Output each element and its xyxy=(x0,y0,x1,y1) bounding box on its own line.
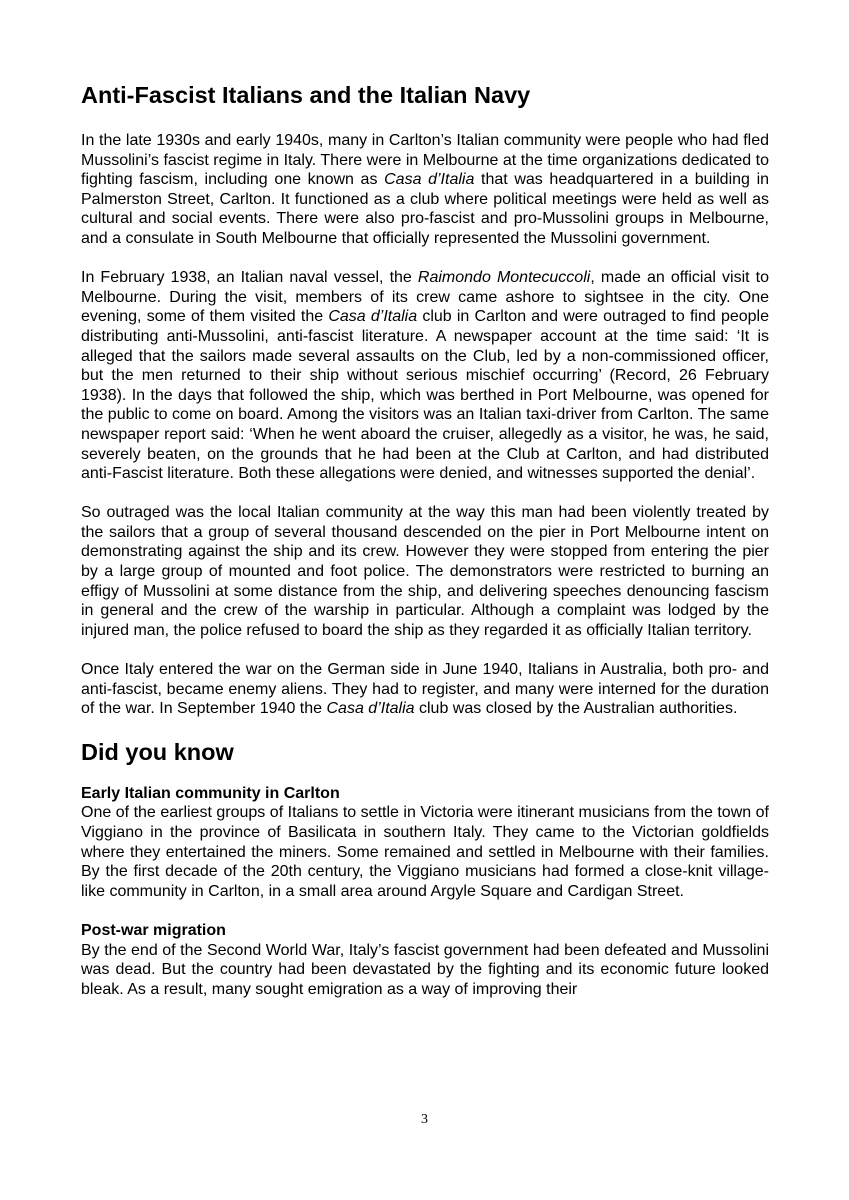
italic-title: Raimondo Montecuccoli xyxy=(417,269,591,287)
paragraph-5 xyxy=(81,803,769,901)
text-run: In February 1938, an Italian naval vessel, the xyxy=(81,269,418,287)
italic-title: Casa d’Italia xyxy=(326,700,415,718)
paragraph-2 xyxy=(81,268,769,484)
paragraph-6 xyxy=(81,941,769,1000)
paragraph-4 xyxy=(81,660,769,719)
section-heading-did-you-know: Did you know xyxy=(81,738,234,765)
text-run: By the end of the Second World War, Italy’s fascist government had been defeated and Mussolini was dead. But the country had been devastated by the fighting and its economic future looked bleak. As a result, many sought emigration as a way of improving their xyxy=(81,941,769,998)
text-run: , made an official visit to Melbourne. During the visit, members of its crew came ashore to sightsee in the city. One evening, some of them visited the xyxy=(81,269,770,326)
page-number: 3 xyxy=(421,1112,428,1127)
subheading-post-war: Post-war migration xyxy=(81,921,226,939)
italic-title: Casa d’Italia xyxy=(328,308,418,326)
text-run: club in Carlton and were outraged to find people distributing anti-Mussolini, anti-fascist literature. A newspaper account at the time said: ‘It is alleged that the sailors made several assaults on the Club, led by a non-commissioned officer, but the men returned to their ship without serious mischief occurring’ (Record, 26 February 1938). In the days that followed the ship, which was berthed in Port Melbourne, was opened for the public to come on board. Among the visitors was an Italian taxi-driver from Carlton. The same newspaper report said: ‘When he went aboard the cruiser, allegedly as a visitor, he was, he said, severely beaten, on the grounds that he had been at the Club at Carlton, and had distributed anti-Fascist literature. Both these allegations were denied, and witnesses supported the denial’. xyxy=(81,308,770,483)
text-run: that was headquartered in a building in Palmerston Street, Carlton. It functioned as a club where political meetings were held as well as cultural and social events. There were also pro-fascist and pro-Mussolini groups in Melbourne, and a consulate in South Melbourne that officially represented the Mussolini government. xyxy=(81,171,770,247)
text-run: In the late 1930s and early 1940s, many in Carlton’s Italian community were people who had fled Mussolini’s fascist regime in Italy. There were in Melbourne at the time organizations dedicated to fighting fascism, including one known as xyxy=(81,132,769,189)
text-run: One of the earliest groups of Italians to settle in Victoria were itinerant musicians from the town of Viggiano in the province of Basilicata in southern Italy. They came to the Victorian goldfields where they entertained the miners. Some remained and settled in Melbourne with their families. By the first decade of the 20th century, the Viggiano musicians had formed a close-knit village-like community in Carlton, in a small area around Argyle Square and Cardigan Street. xyxy=(81,804,769,900)
paragraph-3 xyxy=(81,503,769,640)
italic-title: Casa d’Italia xyxy=(384,171,475,189)
paragraph-1 xyxy=(81,131,769,249)
text-run: Once Italy entered the war on the German side in June 1940, Italians in Australia, both pro- and anti-fascist, became enemy aliens. They had to register, and many were interned for the duration of the war. In September 1940 the xyxy=(81,661,769,718)
subheading-early-community: Early Italian community in Carlton xyxy=(81,784,340,802)
section-heading-anti-fascist: Anti-Fascist Italians and the Italian Navy xyxy=(81,82,531,108)
text-run: club was closed by the Australian authorities. xyxy=(414,700,738,718)
text-run: So outraged was the local Italian community at the way this man had been violently treated by the sailors that a group of several thousand descended on the pier in Port Melbourne intent on demonstrating against the ship and its crew. However they were stopped from entering the pier by a large group of mounted and foot police. The demonstrators were restricted to burning an effigy of Mussolini at some distance from the ship, and delivering speeches denouncing fascism in general and the crew of the warship in particular. Although a complaint was lodged by the injured man, the police refused to board the ship as they regarded it as officially Italian territory. xyxy=(81,504,769,639)
page-content xyxy=(81,80,769,999)
